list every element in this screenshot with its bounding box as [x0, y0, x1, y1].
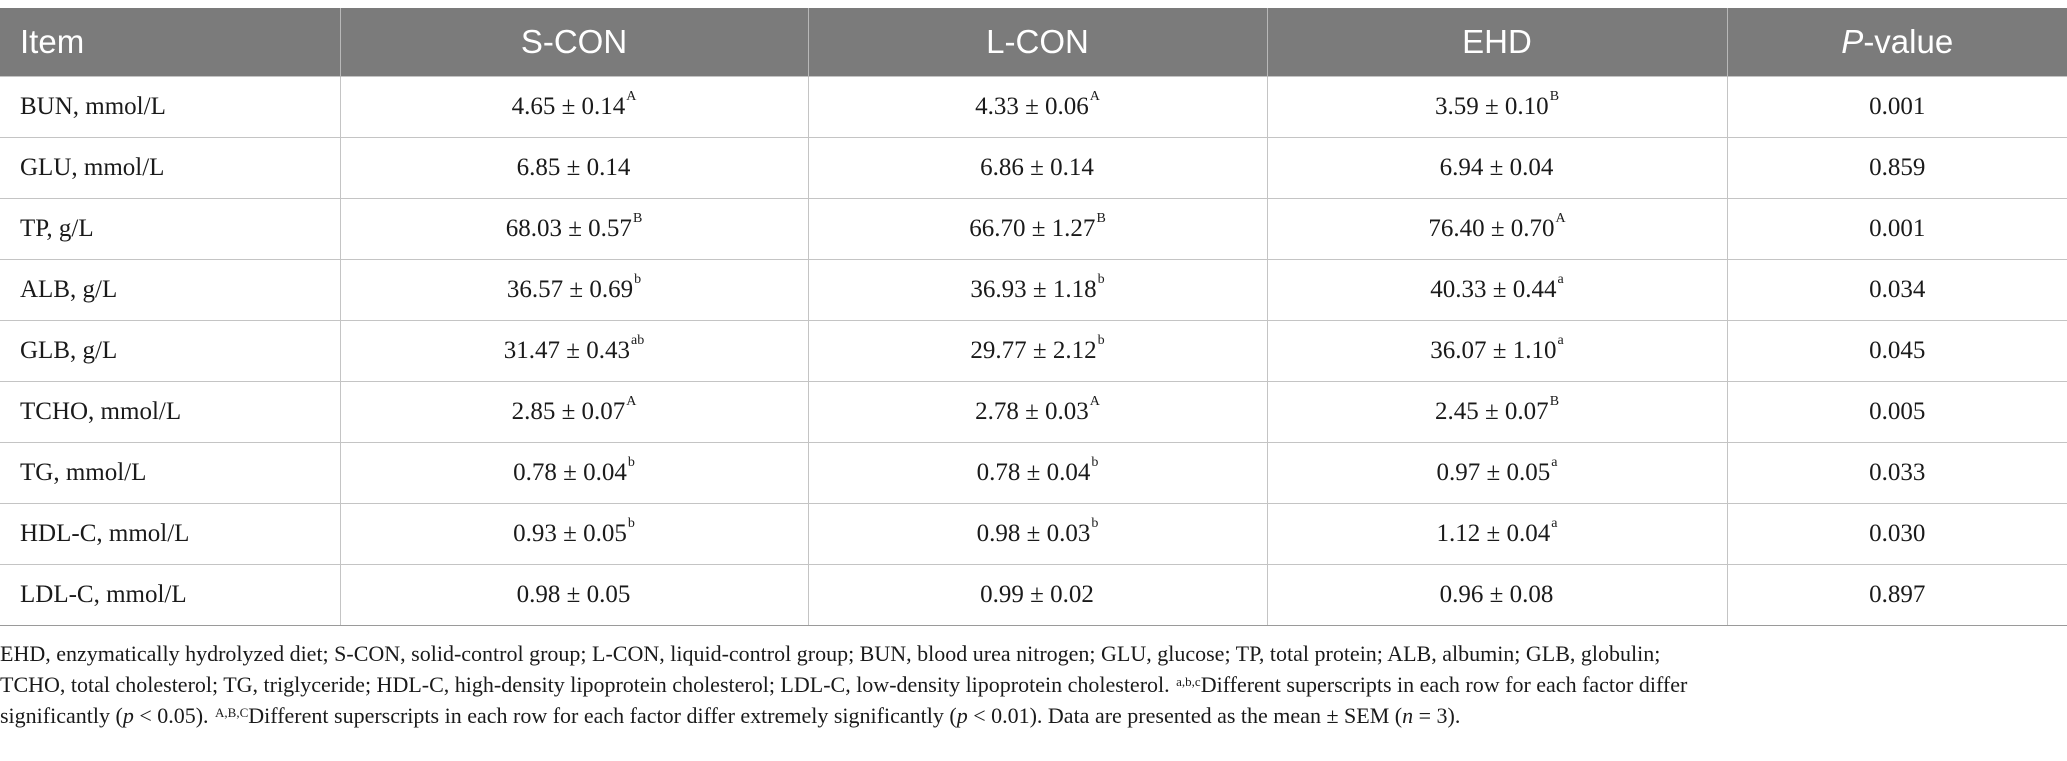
footnote-p-symbol: p — [122, 703, 134, 728]
cell-superscript: b — [627, 455, 635, 470]
header-ehd: EHD — [1267, 8, 1727, 77]
cell-p-value: 0.030 — [1727, 504, 2067, 565]
cell-s-con — [340, 260, 808, 321]
cell-superscript: A — [1555, 211, 1566, 226]
cell-value: 0.78 ± 0.04 — [513, 459, 627, 486]
data-table-container — [0, 8, 2067, 626]
cell-p-value: 0.005 — [1727, 382, 2067, 443]
table-row — [0, 565, 2067, 626]
cell-superscript: b — [1097, 272, 1105, 287]
cell-ehd — [1267, 260, 1727, 321]
cell-s-con — [340, 199, 808, 260]
cell-ehd — [1267, 321, 1727, 382]
cell-value: 6.86 ± 0.14 — [980, 154, 1094, 181]
cell-p-value: 0.033 — [1727, 443, 2067, 504]
cell-superscript: b — [1091, 455, 1099, 470]
footnote-sup-upper: A,B,C — [215, 705, 249, 720]
cell-value: 2.85 ± 0.07 — [511, 398, 626, 425]
cell-item: ALB, g/L — [0, 260, 340, 321]
cell-value: 4.65 ± 0.14 — [511, 93, 626, 120]
cell-p-value: 0.045 — [1727, 321, 2067, 382]
cell-s-con — [340, 504, 808, 565]
table-body — [0, 77, 2067, 626]
table-row — [0, 138, 2067, 199]
cell-value: 31.47 ± 0.43 — [503, 337, 630, 364]
cell-value: 0.78 ± 0.04 — [976, 459, 1091, 486]
cell-superscript: a — [1551, 455, 1558, 470]
cell-s-con — [340, 565, 808, 626]
cell-p-value: 0.001 — [1727, 199, 2067, 260]
header-l-con: L-CON — [808, 8, 1267, 77]
footnote-line3e: = 3). — [1413, 703, 1461, 728]
cell-superscript: a — [1557, 333, 1564, 348]
cell-p-value: 0.859 — [1727, 138, 2067, 199]
cell-ehd — [1267, 382, 1727, 443]
cell-item: HDL-C, mmol/L — [0, 504, 340, 565]
table-row — [0, 199, 2067, 260]
cell-value: 3.59 ± 0.10 — [1434, 93, 1549, 120]
table-footnote — [0, 638, 2060, 731]
footnote-line3d: < 0.01). Data are presented as the mean ± SEM ( — [967, 703, 1403, 728]
cell-item: GLU, mmol/L — [0, 138, 340, 199]
table-row — [0, 260, 2067, 321]
data-table — [0, 8, 2067, 626]
cell-l-con — [808, 565, 1267, 626]
cell-superscript: B — [1549, 394, 1560, 409]
cell-superscript: B — [1549, 89, 1560, 104]
header-s-con: S-CON — [340, 8, 808, 77]
cell-value: 0.98 ± 0.03 — [976, 520, 1091, 547]
cell-s-con — [340, 382, 808, 443]
footnote-line3c: Different superscripts in each row for each factor differ extremely significantly ( — [248, 703, 957, 728]
cell-s-con — [340, 77, 808, 138]
cell-value: 40.33 ± 0.44 — [1430, 276, 1557, 303]
footnote-line3a: significantly ( — [0, 703, 123, 728]
cell-value: 6.85 ± 0.14 — [516, 154, 631, 181]
cell-value: 0.98 ± 0.05 — [516, 581, 631, 608]
cell-value: 4.33 ± 0.06 — [975, 93, 1089, 120]
cell-ehd — [1267, 199, 1727, 260]
cell-value: 76.40 ± 0.70 — [1428, 215, 1555, 242]
cell-value: 2.45 ± 0.07 — [1434, 398, 1549, 425]
cell-l-con — [808, 199, 1267, 260]
header-p-suffix: -value — [1863, 23, 1954, 60]
cell-p-value: 0.001 — [1727, 77, 2067, 138]
cell-s-con — [340, 443, 808, 504]
cell-value: 6.94 ± 0.04 — [1439, 154, 1554, 181]
cell-superscript: B — [1096, 211, 1106, 226]
cell-superscript: ab — [631, 333, 645, 348]
cell-superscript: B — [632, 211, 643, 226]
cell-ehd — [1267, 138, 1727, 199]
cell-superscript: A — [1089, 89, 1100, 104]
cell-ehd — [1267, 565, 1727, 626]
cell-value: 0.97 ± 0.05 — [1436, 459, 1551, 486]
table-header-row — [0, 8, 2067, 77]
cell-l-con — [808, 443, 1267, 504]
cell-ehd — [1267, 504, 1727, 565]
cell-value: 36.07 ± 1.10 — [1430, 337, 1557, 364]
cell-superscript: a — [1557, 272, 1564, 287]
cell-l-con — [808, 77, 1267, 138]
cell-superscript: a — [1551, 516, 1558, 531]
cell-l-con — [808, 504, 1267, 565]
header-p-symbol: P — [1841, 23, 1864, 60]
footnote-line3b: < 0.05). — [133, 703, 215, 728]
cell-item: TP, g/L — [0, 199, 340, 260]
footnote-sup-lower: a,b,c — [1176, 674, 1201, 689]
cell-value: 1.12 ± 0.04 — [1436, 520, 1551, 547]
cell-l-con — [808, 321, 1267, 382]
cell-superscript: A — [626, 89, 637, 104]
cell-item: LDL-C, mmol/L — [0, 565, 340, 626]
cell-item: TG, mmol/L — [0, 443, 340, 504]
cell-value: 0.99 ± 0.02 — [980, 581, 1094, 608]
footnote-n-symbol: n — [1402, 703, 1414, 728]
cell-value: 68.03 ± 0.57 — [505, 215, 632, 242]
header-p-value — [1727, 8, 2067, 77]
cell-p-value: 0.034 — [1727, 260, 2067, 321]
footnote-p-symbol: p — [956, 703, 968, 728]
cell-s-con — [340, 138, 808, 199]
footnote-line2a: TCHO, total cholesterol; TG, triglyceride; HDL-C, high-density lipoprotein cholesterol; LDL-C, low-density lipoprotein cholesterol. — [0, 672, 1176, 697]
cell-value: 36.57 ± 0.69 — [506, 276, 634, 303]
cell-superscript: b — [634, 272, 642, 287]
cell-l-con — [808, 260, 1267, 321]
cell-item: TCHO, mmol/L — [0, 382, 340, 443]
footnote-line2b: Different superscripts in each row for each factor differ — [1200, 672, 1688, 697]
cell-l-con — [808, 138, 1267, 199]
cell-ehd — [1267, 77, 1727, 138]
cell-superscript: A — [626, 394, 637, 409]
cell-superscript: b — [1091, 516, 1099, 531]
table-row — [0, 382, 2067, 443]
cell-ehd — [1267, 443, 1727, 504]
cell-superscript: b — [1097, 333, 1105, 348]
table-row — [0, 77, 2067, 138]
header-item: Item — [0, 8, 340, 77]
cell-value: 2.78 ± 0.03 — [975, 398, 1089, 425]
cell-value: 66.70 ± 1.27 — [969, 215, 1096, 242]
cell-p-value: 0.897 — [1727, 565, 2067, 626]
cell-value: 0.96 ± 0.08 — [1439, 581, 1554, 608]
cell-value: 36.93 ± 1.18 — [970, 276, 1097, 303]
footnote-line1: EHD, enzymatically hydrolyzed diet; S-CON, solid-control group; L-CON, liquid-control group; BUN, blood urea nitrogen; GLU, glucose; TP, total protein; ALB, albumin; GLB, globulin; — [0, 641, 1661, 666]
cell-superscript: b — [627, 516, 635, 531]
cell-item: BUN, mmol/L — [0, 77, 340, 138]
table-row — [0, 443, 2067, 504]
cell-value: 0.93 ± 0.05 — [513, 520, 627, 547]
cell-item: GLB, g/L — [0, 321, 340, 382]
table-row — [0, 321, 2067, 382]
cell-superscript: A — [1089, 394, 1100, 409]
table-row — [0, 504, 2067, 565]
cell-s-con — [340, 321, 808, 382]
cell-l-con — [808, 382, 1267, 443]
cell-value: 29.77 ± 2.12 — [970, 337, 1097, 364]
